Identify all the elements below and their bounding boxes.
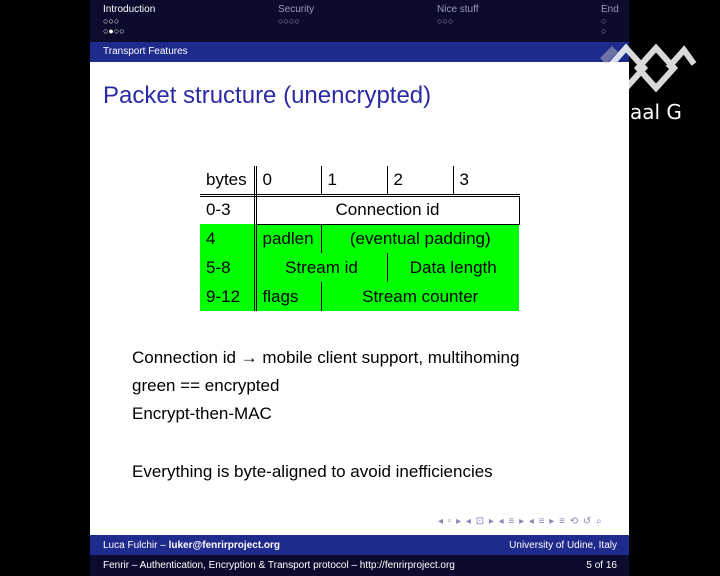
nav-progress-dots[interactable]: ○●○○ [103,26,125,36]
body-line: Encrypt-then-MAC [132,404,272,423]
body-line: Everything is byte-aligned to avoid inefficiencies [132,462,493,481]
subsection-bar [90,42,629,62]
nav-section-label[interactable]: Security [278,4,315,15]
nav-section-label[interactable]: Nice stuff [437,4,479,15]
table-header-cell: 3 [453,166,519,195]
nav-progress-dots[interactable]: ○ [601,16,607,26]
author-name: Luca Fulchir [103,540,158,551]
nav-section-label[interactable]: End [601,4,619,15]
body-line: Connection id → mobile client support, multihoming [132,348,520,367]
body-spacer [132,428,519,458]
footer-page-number: 5 of 16 [586,560,617,571]
table-row [200,282,519,311]
table-header-cell: 2 [387,166,453,195]
table-field-cell: (eventual padding) [321,224,519,253]
nav-section-security[interactable] [278,4,314,26]
table-field-cell: Connection id [255,195,519,224]
logo-text: aal G [630,100,682,124]
footer-author [103,540,280,551]
table-header-row [200,166,519,195]
section-navigation [90,0,629,42]
table-bytes-cell: 4 [200,224,255,253]
footer-author-bar [90,535,629,555]
table-bytes-cell: 9-12 [200,282,255,311]
table-field-cell: Data length [387,253,519,282]
table-header-cell: 0 [255,166,321,195]
table-field-cell: padlen [255,224,321,253]
slide [90,0,629,576]
table-bytes-cell: 5-8 [200,253,255,282]
footer-talk-title: Fenrir – Authentication, Encryption & Transport protocol – http://fenrirproject.org [103,560,455,571]
packet-structure-table [200,166,520,311]
table-row [200,253,519,282]
table-bytes-cell: 0-3 [200,195,255,224]
author-email: luker@fenrirproject.org [168,540,281,551]
footer-title-bar [90,555,629,576]
table-header-cell: bytes [200,166,255,195]
body-line: green == encrypted [132,376,280,395]
nav-section-nice-stuff[interactable] [437,4,479,26]
nav-progress-dots[interactable]: ○ [601,26,607,36]
frame-title: Packet structure (unencrypted) [103,82,432,109]
slide-body [132,344,519,486]
beamer-navigation-symbols[interactable]: ◂ ▫ ▸ ◂ ⊡ ▸ ◂ ≡ ▸ ◂ ≡ ▸ ≡ ⟲ ↺ ⌕ [438,516,603,527]
nav-section-label[interactable]: Introduction [103,4,156,15]
nav-progress-dots[interactable]: ○○○ [437,16,454,26]
table-row [200,224,519,253]
table-field-cell: flags [255,282,321,311]
nav-progress-dots[interactable]: ○○○ [103,16,120,26]
subsection-title: Transport Features [103,46,188,57]
table-field-cell: Stream counter [321,282,519,311]
nav-progress-dots[interactable]: ○○○○ [278,16,300,26]
table-header-cell: 1 [321,166,387,195]
nav-section-introduction[interactable] [103,4,155,36]
table-row [200,195,519,224]
table-field-cell: Stream id [255,253,387,282]
author-separator: – [157,540,169,551]
footer-institute: University of Udine, Italy [509,540,617,551]
